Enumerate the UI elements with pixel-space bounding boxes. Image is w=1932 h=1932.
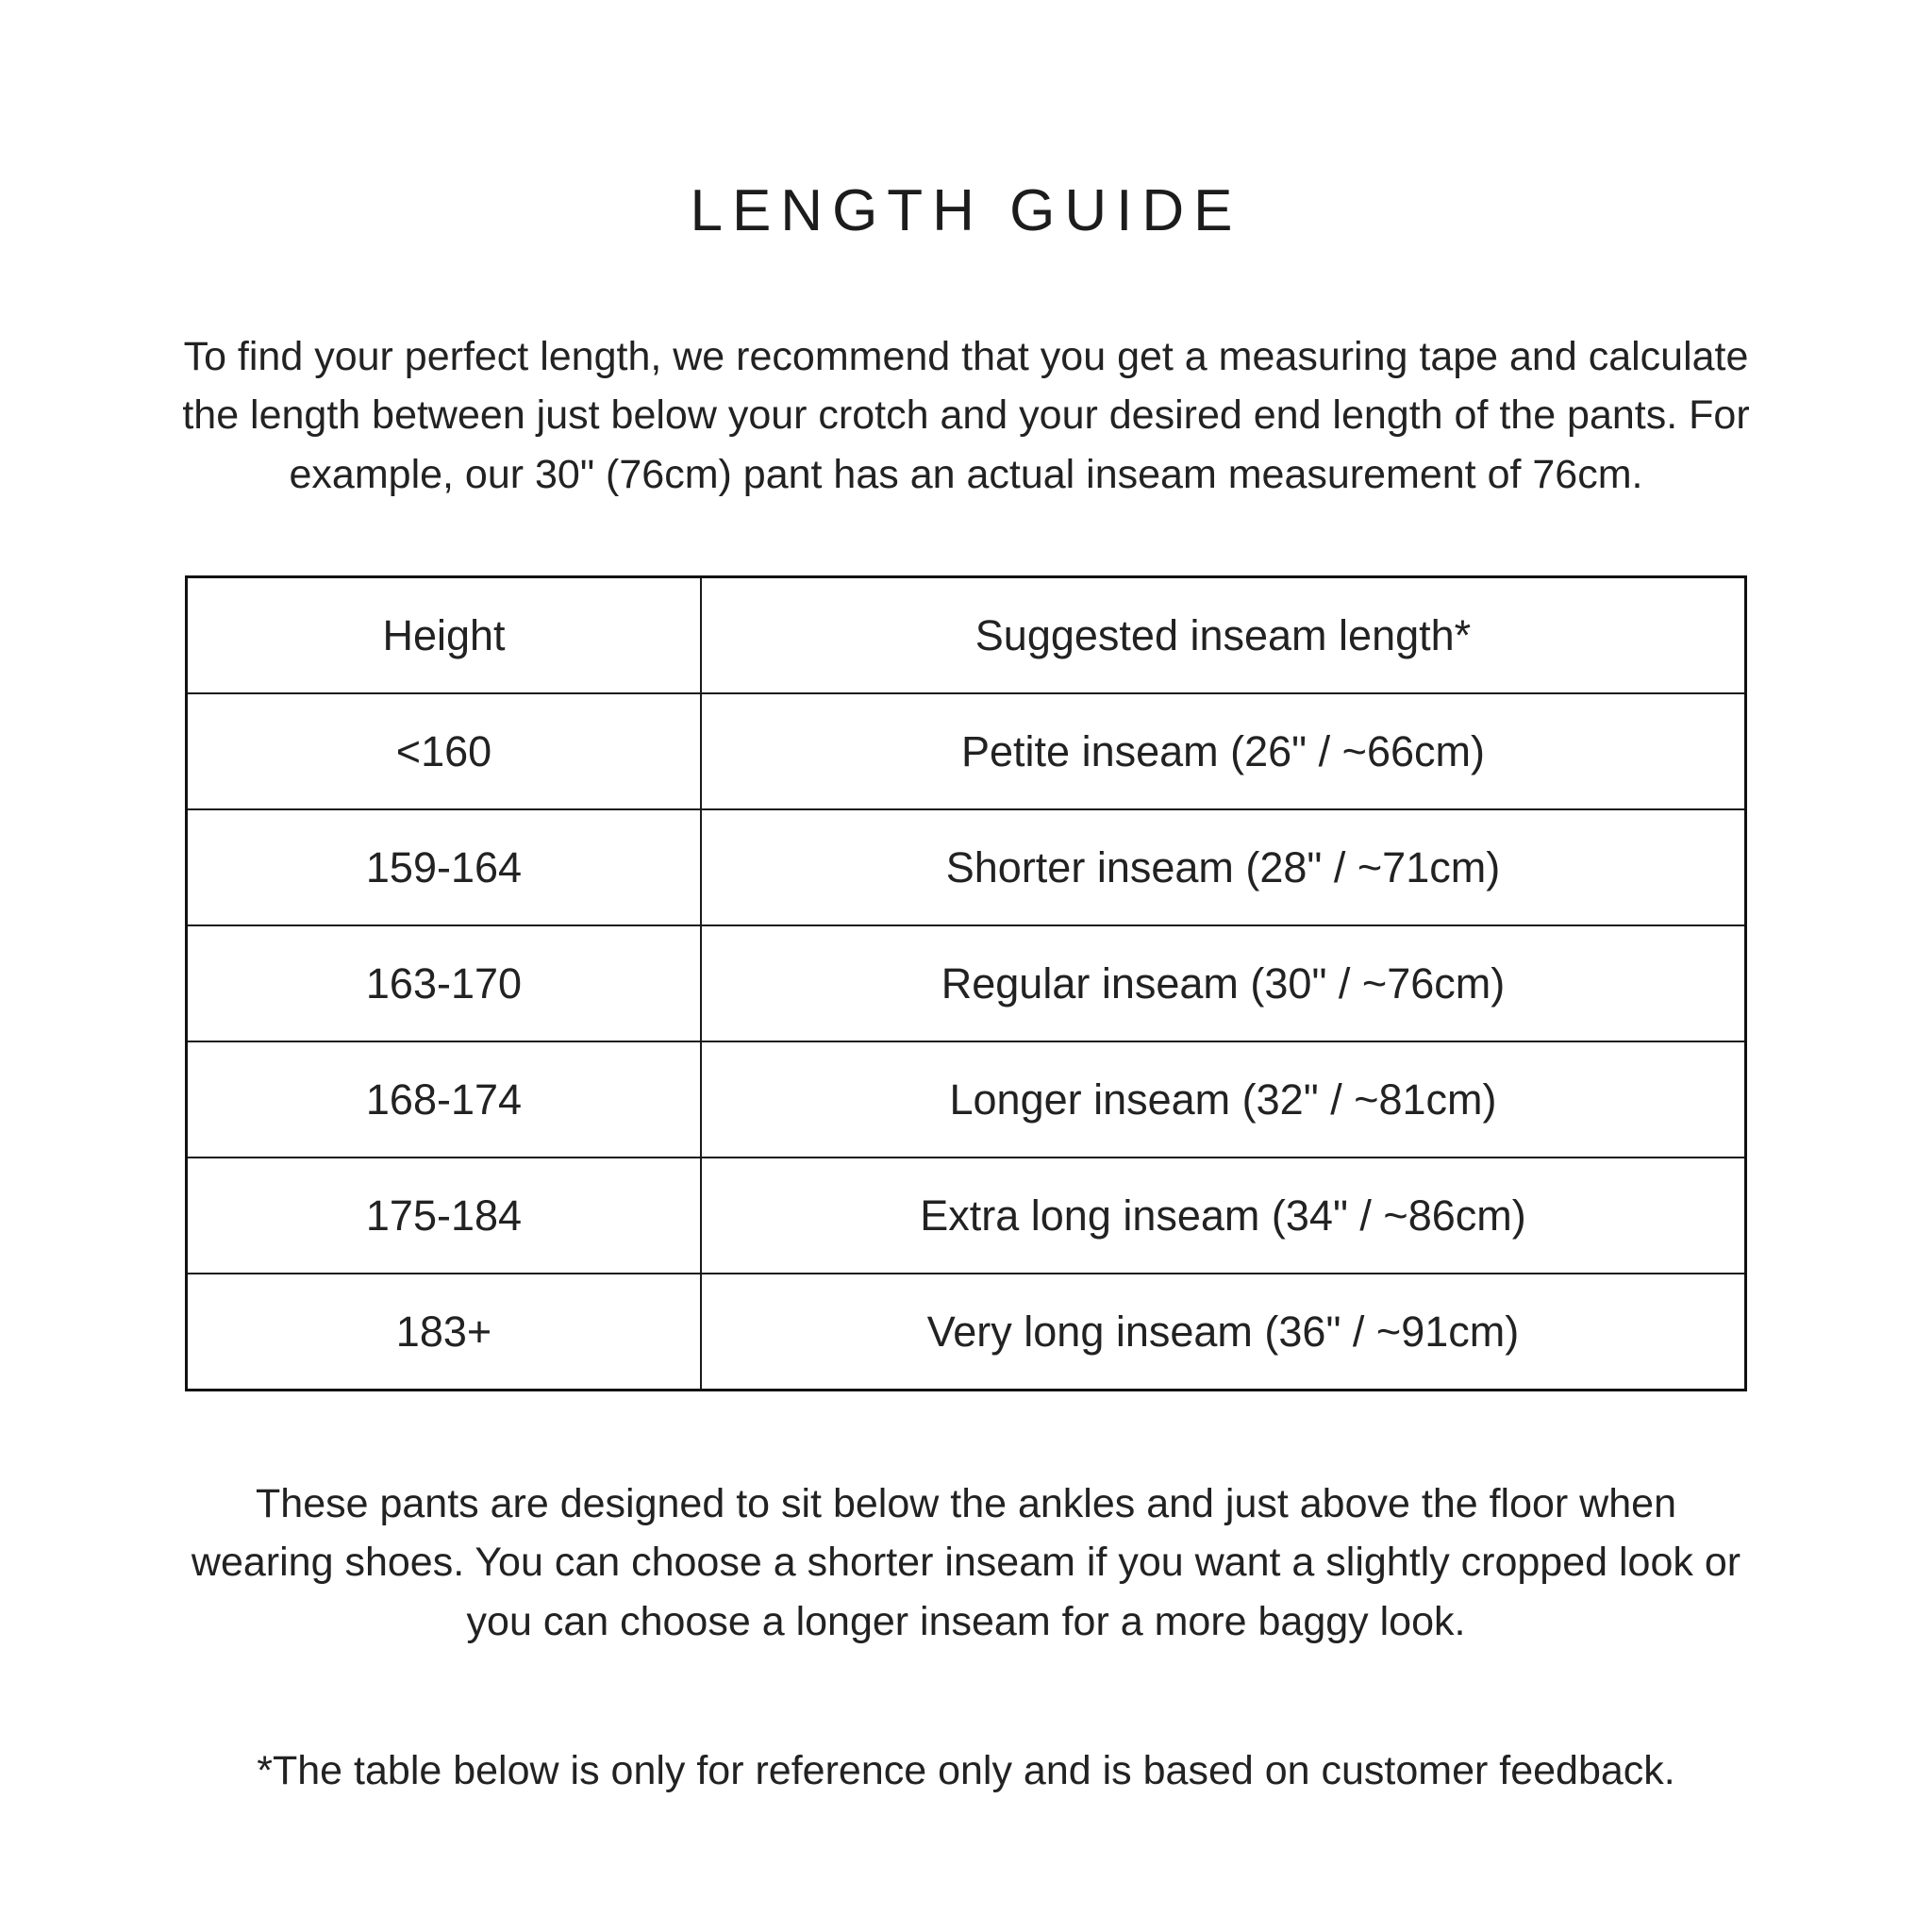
reference-footnote: *The table below is only for reference only and is based on customer feedback.: [257, 1748, 1675, 1794]
inseam-cell: Shorter inseam (28" / ~71cm): [701, 809, 1746, 925]
inseam-cell: Regular inseam (30" / ~76cm): [701, 925, 1746, 1041]
table-row: [187, 1274, 1746, 1391]
table-row: [187, 1158, 1746, 1274]
intro-paragraph: To find your perfect length, we recommend that you get a measuring tape and calculate the length between just below your crotch and your desired end length of the pants. For example, our 30" (76cm) pant has an actual inseam measurement of 76cm.: [182, 334, 1750, 497]
length-guide-table: [185, 575, 1747, 1391]
height-cell: 168-174: [187, 1041, 701, 1158]
column-header-inseam: Suggested inseam length*: [701, 577, 1746, 694]
inseam-cell: Very long inseam (36" / ~91cm): [701, 1274, 1746, 1391]
fit-note-paragraph: These pants are designed to sit below the ankles and just above the floor when wearing shoes. You can choose a shorter inseam if you want a slightly cropped look or you can choose a longer inseam for a more baggy look.: [191, 1481, 1741, 1644]
height-cell: 175-184: [187, 1158, 701, 1274]
column-header-height: Height: [187, 577, 701, 694]
inseam-cell: Longer inseam (32" / ~81cm): [701, 1041, 1746, 1158]
height-cell: 163-170: [187, 925, 701, 1041]
inseam-cell: Petite inseam (26" / ~66cm): [701, 693, 1746, 809]
table-row: [187, 925, 1746, 1041]
height-cell: <160: [187, 693, 701, 809]
page-title: LENGTH GUIDE: [690, 178, 1242, 243]
table-row: [187, 693, 1746, 809]
table-row: [187, 1041, 1746, 1158]
height-cell: 183+: [187, 1274, 701, 1391]
table-row: [187, 809, 1746, 925]
height-cell: 159-164: [187, 809, 701, 925]
table-header-row: [187, 577, 1746, 694]
inseam-cell: Extra long inseam (34" / ~86cm): [701, 1158, 1746, 1274]
